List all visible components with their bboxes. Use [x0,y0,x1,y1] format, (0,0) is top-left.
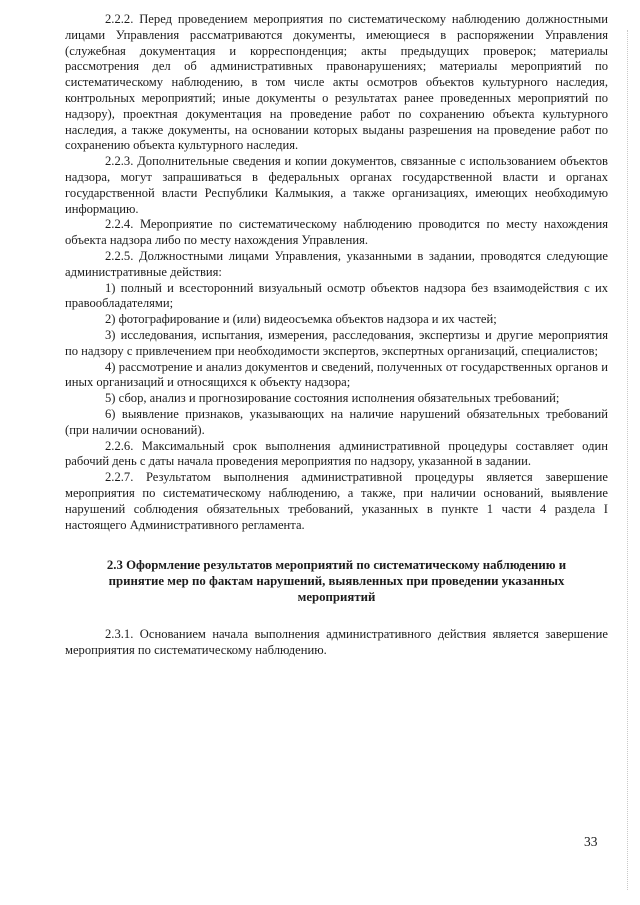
paragraph-2-2-7: 2.2.7. Результатом выполнения административной процедуры является завершение мероприятия по систематическому наблюдению, а также, при наличии оснований, выявление нарушений соблюдения обязательных требований, указанных в пункте 1 части 4 раздела I настоящего Административного регламента. [65,470,608,532]
list-item-5: 5) сбор, анализ и прогнозирование состояния исполнения обязательных требований; [105,391,560,406]
list-item-4: 4) рассмотрение и анализ документов и сведений, полученных от государственных органов и иных организаций и относящихся к объекту надзора; [65,359,608,390]
section-heading-line-2: принятие мер по фактам нарушений, выявленных при проведении указанных [108,574,565,589]
paragraph-2-2-5: 2.2.5. Должностными лицами Управления, указанными в задании, проводятся следующие административные действия: [65,248,608,279]
list-item-3: 3) исследования, испытания, измерения, расследования, экспертизы и другие мероприятия по надзору с привлечением при необходимости экспертов, экспертных организаций, специалистов; [65,327,608,358]
list-item-2: 2) фотографирование и (или) видеосъемка объектов надзора и их частей; [105,312,497,327]
section-heading-2-3 [65,557,608,605]
paragraph-2-3-1: 2.3.1. Основанием начала выполнения административного действия является завершение мероприятия по систематическому наблюдению. [65,627,608,658]
paragraph-2-2-3: 2.2.3. Дополнительные сведения и копии документов, связанные с использованием объектов надзора, могут запрашиваться в федеральных органах государственной власти и органах государственной власти Республики Калмыкия, а также организациях, имеющих необходимую информацию. [65,154,608,216]
scan-edge-divider [627,30,628,890]
section-heading-line-3: мероприятий [297,590,376,605]
page-number: 33 [584,834,598,849]
section-heading-line-1: 2.3 Оформление результатов мероприятий по систематическому наблюдению и [106,558,567,573]
list-item-1: 1) полный и всесторонний визуальный осмотр объектов надзора без взаимодействия с их правообладателями; [65,280,608,311]
paragraph-2-2-6: 2.2.6. Максимальный срок выполнения административной процедуры составляет один рабочий день с даты начала проведения мероприятия по надзору, указанной в задании. [65,438,608,469]
page-body [65,12,608,659]
list-item-6: 6) выявление признаков, указывающих на наличие нарушений обязательных требований (при наличии оснований). [65,406,608,437]
paragraph-2-2-2: 2.2.2. Перед проведением мероприятия по систематическому наблюдению должностными лицами Управления рассматриваются документы, имеющиеся в распоряжении Управления (служебная документация и корреспонденция; акты предыдущих проверок; материалы рассмотрения дел об административных правонарушениях; материалы мероприятий по систематическому наблюдению, в том числе акты осмотров объектов культурного наследия, контрольных мероприятий; иные документы о результатах ранее проведенных мероприятий по надзору), проектная документация на проведение работ по сохранению объекта культурного наследия, а также документы, на основании которых выданы разрешения на проведение работ по сохранению объекта культурного наследия. [65,12,608,153]
paragraph-2-2-4: 2.2.4. Мероприятие по систематическому наблюдению проводится по месту нахождения объекта надзора либо по месту нахождения Управления. [65,217,608,248]
